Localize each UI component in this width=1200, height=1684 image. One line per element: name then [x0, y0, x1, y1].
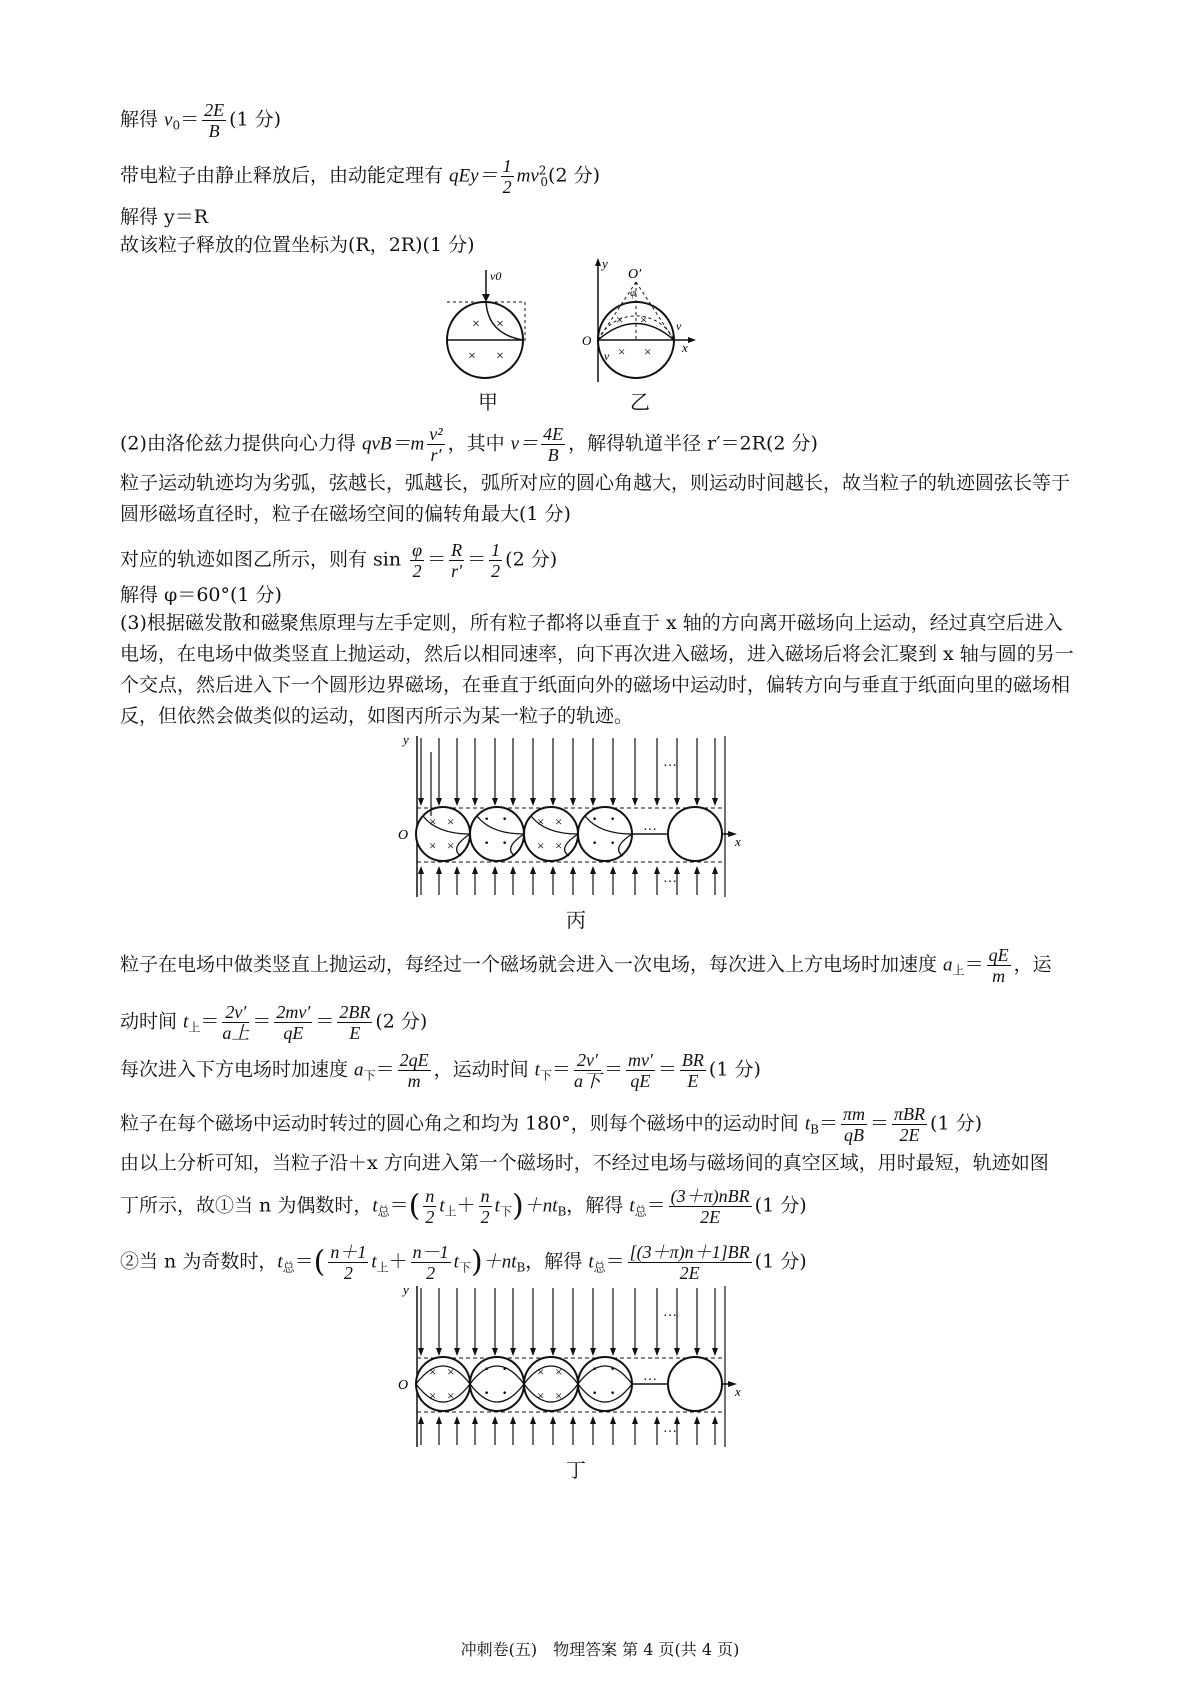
denominator: m — [992, 966, 1006, 986]
equation: v＝ — [510, 433, 539, 455]
numerator: qE — [988, 945, 1009, 965]
field-into-mark: × — [429, 1388, 437, 1403]
field-out-mark: · — [501, 830, 509, 855]
subscript: B — [557, 1204, 567, 1219]
arrow-down — [590, 798, 596, 806]
denominator: qB — [844, 1125, 864, 1145]
line-sin: 对应的轨迹如图乙所示，则有 sin $\frac{\varphi}{2}$ ＝ $\frac{R}{r'}$ ＝ $\frac{1}{2}$ (2 分) — [120, 540, 558, 581]
denominator: E — [687, 1071, 699, 1091]
field-into-mark: × — [555, 814, 563, 829]
field-out-mark: · — [501, 1380, 509, 1405]
arrow-down — [570, 1348, 576, 1356]
score: (1 分) — [708, 1058, 761, 1081]
field-into-mark: × — [537, 814, 545, 829]
numerator: n＋1 — [330, 1242, 367, 1262]
figure-yi — [578, 252, 708, 387]
arrow-down — [418, 798, 424, 806]
arrow-up — [492, 1416, 498, 1424]
field-out-mark: · — [609, 1356, 617, 1381]
label-x: x — [735, 834, 741, 849]
fraction — [274, 1002, 312, 1043]
arrow-down — [454, 798, 460, 806]
arrow-down — [454, 1348, 460, 1356]
label-phi: φ — [630, 287, 637, 299]
var-t: t — [183, 1011, 189, 1033]
numerator: BR — [681, 1050, 704, 1070]
text: 每次进入下方电场时加速度 — [120, 1058, 355, 1081]
arrow-down — [632, 1348, 638, 1356]
arrow-down — [492, 1348, 498, 1356]
magnetic-field-circle — [578, 1357, 632, 1411]
var-t: t — [372, 1195, 378, 1217]
svg-text:×: × — [616, 312, 624, 327]
arrow-up — [712, 1416, 718, 1424]
numerator: 2BR — [339, 1002, 371, 1022]
text: 粒子在电场中做类竖直上抛运动，每经过一个磁场就会进入一次电场，每次进入上方电场时加速度 — [120, 953, 944, 976]
arrow-up — [610, 866, 616, 874]
field-into-mark: × — [537, 1388, 545, 1403]
fraction — [423, 1186, 436, 1227]
subscript: 0 — [172, 118, 181, 133]
numerator: [(3＋π)n＋1]BR — [629, 1242, 750, 1262]
numerator: 1 — [502, 156, 512, 176]
field-into-mark: × — [555, 1388, 563, 1403]
arrow-up — [590, 866, 596, 874]
arrow-up — [694, 866, 700, 874]
superscript: 2 — [538, 163, 547, 178]
page-footer: 冲刺卷(五) 物理答案 第 4 页(共 4 页) — [460, 1640, 740, 1659]
paragraph-part3: (3)根据磁发散和磁聚焦原理与左手定则，所有粒子都将以垂直于 x 轴的方向离开磁场向上运动，经过真空后进入电场，在电场中做类竖直上抛运动，然后以相同速率，向下再次进入磁场，进入磁场后将会汇聚到 x 轴与圆的另一个交点，然后进入下一个圆形边界磁场，在垂直于纸面向外的磁场中运动时，偏转方向与垂直于纸面向里的磁场相反，但依然会做类似的运动，如图丙所示为某一粒子的轨迹。 — [120, 612, 1074, 727]
arrow-down — [610, 798, 616, 806]
numerator: φ — [412, 540, 423, 560]
numerator: πBR — [894, 1104, 926, 1124]
label-x: x — [682, 340, 688, 355]
arrow-up — [436, 1416, 442, 1424]
fraction — [680, 1050, 706, 1091]
arrow-down — [674, 798, 680, 806]
denominator: E — [349, 1023, 361, 1043]
arrow-down — [472, 1348, 478, 1356]
arrow-up — [418, 866, 424, 874]
fraction — [841, 1104, 867, 1145]
ellipsis: … — [663, 755, 677, 770]
text: (2)由洛伦兹力提供向心力得 — [120, 432, 362, 455]
subscript: 0 — [540, 174, 549, 189]
numerator: mv′ — [627, 1050, 653, 1070]
field-into-mark: × — [537, 1364, 545, 1379]
fraction — [411, 1242, 451, 1283]
var-t: t — [804, 1113, 811, 1135]
line-energy-theorem — [120, 156, 600, 197]
magnetic-field-circle — [668, 807, 722, 861]
label-x: x — [735, 1384, 741, 1399]
subscript: 下 — [363, 1068, 376, 1083]
fraction — [574, 1050, 601, 1091]
svg-text:×: × — [496, 349, 504, 364]
text: ，运动时间 — [433, 1058, 535, 1081]
arrow-up — [570, 1416, 576, 1424]
text: 丁所示，故①当 n 为偶数时， — [120, 1194, 373, 1217]
field-into-mark: × — [447, 814, 455, 829]
var-t: t — [534, 1059, 540, 1081]
score: (1 分) — [229, 108, 282, 131]
label-o-prime: O′ — [628, 267, 642, 282]
numerator: 2v′ — [222, 1002, 249, 1023]
denominator: m — [407, 1071, 421, 1091]
numerator: 4E — [543, 424, 564, 444]
equals: ＝ — [180, 108, 200, 131]
fraction — [987, 945, 1011, 986]
arrow-up — [610, 1416, 616, 1424]
denominator: 2 — [343, 1263, 353, 1283]
arrow-down — [510, 798, 516, 806]
fraction — [427, 424, 444, 465]
label-origin: O — [398, 1378, 409, 1393]
arrow-down — [712, 798, 718, 806]
ellipsis: … — [663, 871, 677, 886]
arrow-down — [570, 798, 576, 806]
denominator: a下 — [573, 1071, 601, 1091]
arrow-down — [510, 1348, 516, 1356]
denominator: qE — [283, 1023, 304, 1043]
denominator: 2 — [480, 1207, 490, 1227]
ellipsis: … — [643, 819, 657, 834]
numerator: 2qE — [399, 1050, 429, 1070]
numerator: 2mv′ — [276, 1002, 311, 1022]
subscript: 上 — [188, 1020, 201, 1035]
svg-text:×: × — [644, 344, 652, 359]
score: (2 分) — [548, 164, 600, 187]
subscript: B — [810, 1122, 819, 1137]
score: (1 分) — [754, 1194, 807, 1217]
arrow-up — [472, 866, 478, 874]
figure-bing — [395, 732, 755, 902]
label-v: v — [676, 319, 682, 333]
label-y: y — [602, 256, 608, 271]
score: (2 分) — [375, 1010, 428, 1033]
fraction — [410, 540, 424, 581]
arrow-up — [510, 866, 516, 874]
paragraph-arc: 粒子运动轨迹均为劣弧，弦越长，弧越长，弧所对应的圆心角越大，则运动时间越长，故当粒子的轨迹圆弦长等于圆形磁场直径时，粒子在磁场空间的偏转角最大(1 分) — [120, 472, 1071, 525]
numerator: n－1 — [412, 1242, 449, 1262]
caption-yi: 乙 — [630, 390, 650, 414]
arrow-down — [436, 798, 442, 806]
score: (1 分) — [930, 1112, 983, 1135]
arrow-up — [654, 866, 660, 874]
equation: mv — [516, 165, 539, 187]
field-out-mark: · — [483, 806, 491, 831]
text: ，运 — [1013, 953, 1052, 976]
field-into-mark: × — [447, 1388, 455, 1403]
numerator: n — [425, 1186, 435, 1206]
numerator: 1 — [491, 540, 501, 560]
label-origin: O — [398, 828, 409, 843]
numerator: (3＋π)nBR — [670, 1186, 750, 1206]
denominator: r′ — [430, 445, 442, 465]
arrow-up — [654, 1416, 660, 1424]
ellipsis: … — [643, 1369, 657, 1384]
line-accel-up: 粒子在电场中做类竖直上抛运动，每经过一个磁场就会进入一次电场，每次进入上方电场时加速度 $a_上=$ $\frac{qE}{m}$ ，运 — [120, 945, 1052, 986]
arrow-up — [454, 1416, 460, 1424]
line-accel-down: 每次进入下方电场时加速度 $a_下=$ $\frac{2qE}{m}$ ，运动时间 $t_下=$ $\frac{2v'}{\text{a下}}$ ＝ $\frac{mv'}{qE}$ ＝ $\frac{BR}{E}$ (1 分) — [120, 1050, 761, 1091]
arrow-down — [694, 1348, 700, 1356]
text: 动时间 — [120, 1010, 184, 1033]
arrow-down — [632, 798, 638, 806]
denominator: 2 — [412, 561, 422, 581]
field-into-mark: × — [555, 1364, 563, 1379]
label-v: v — [604, 349, 610, 363]
arrow-up — [472, 1416, 478, 1424]
ellipsis: … — [663, 1421, 677, 1436]
equation: qvB＝m — [361, 433, 425, 455]
arrow-up — [530, 1416, 536, 1424]
arrow-up — [632, 866, 638, 874]
denominator: 2E — [700, 1207, 721, 1227]
arrow-down — [712, 1348, 718, 1356]
arrow-up — [632, 1416, 638, 1424]
numerator: πm — [842, 1104, 866, 1124]
text: ②当 n 为奇数时， — [120, 1250, 278, 1273]
arrow-down — [654, 798, 660, 806]
denominator: qE — [630, 1071, 651, 1091]
arrow-up — [510, 1416, 516, 1424]
equation: qEy＝ — [449, 165, 498, 187]
arrow-up — [436, 866, 442, 874]
arrow-down — [694, 798, 700, 806]
denominator: B — [208, 121, 220, 141]
arrow-down — [654, 1348, 660, 1356]
line-lorentz — [120, 424, 818, 465]
field-into-mark: × — [429, 814, 437, 829]
fraction — [892, 1104, 927, 1145]
line-solve-v0 — [120, 100, 281, 141]
numerator: n — [480, 1186, 490, 1206]
field-into-mark: × — [537, 838, 545, 853]
field-out-mark: · — [591, 806, 599, 831]
fraction — [328, 1242, 368, 1283]
label-y: y — [403, 1282, 409, 1297]
field-out-mark: · — [501, 1356, 509, 1381]
arrow-up — [454, 866, 460, 874]
figure-ding — [395, 1282, 755, 1452]
denominator: r′ — [451, 561, 463, 581]
text: 解得 — [120, 108, 165, 131]
fraction — [628, 1242, 752, 1283]
arrow-down — [550, 1348, 556, 1356]
denominator: 2 — [502, 177, 512, 197]
caption-jia: 甲 — [478, 390, 498, 414]
magnetic-field-circle — [416, 1357, 470, 1411]
denominator: 2E — [899, 1125, 920, 1145]
arrow-up — [550, 866, 556, 874]
caption-ding: 丁 — [566, 1458, 586, 1482]
svg-text:×: × — [468, 349, 476, 364]
fraction — [222, 1002, 249, 1043]
label-y: y — [403, 732, 409, 747]
magnetic-field-circle — [470, 1357, 524, 1411]
denominator: 2 — [426, 1263, 436, 1283]
arrow-down — [610, 1348, 616, 1356]
line-solve-y: 解得 y＝R — [120, 206, 209, 228]
line-time-up: 动时间 $t_上=$ $\frac{2v'}{\text{a上}}$ ＝ $\frac{2mv'}{qE}$ ＝ $\frac{2BR}{E}$ (2 分) — [120, 1002, 428, 1043]
figure-jia — [440, 262, 550, 382]
field-out-mark: · — [501, 806, 509, 831]
arrow-down — [436, 1348, 442, 1356]
field-into-mark: × — [429, 1364, 437, 1379]
svg-text:×: × — [472, 317, 480, 332]
arrow-up — [712, 866, 718, 874]
field-out-mark: · — [483, 830, 491, 855]
fraction — [479, 1186, 492, 1227]
subscript: 总 — [377, 1204, 390, 1219]
field-out-mark: · — [483, 1380, 491, 1405]
arrow-down — [418, 1348, 424, 1356]
text: 粒子在每个磁场中运动时转过的圆心角之和均为 180°，则每个磁场中的运动时间 — [120, 1112, 805, 1135]
arrow-up — [570, 866, 576, 874]
fraction — [541, 424, 565, 465]
fraction — [626, 1050, 655, 1091]
numerator: v² — [429, 424, 443, 444]
arrow-up — [530, 866, 536, 874]
svg-text:×: × — [496, 317, 504, 332]
arrow-up — [694, 1416, 700, 1424]
equation: ＋nt — [523, 1195, 558, 1217]
svg-text:×: × — [618, 344, 626, 359]
field-out-mark: · — [591, 830, 599, 855]
line-time-b: 粒子在每个磁场中运动时转过的圆心角之和均为 180°，则每个磁场中的运动时间 $t_B=$ $\frac{\pi m}{qB}$ ＝ $\frac{\text{πBR}}{2E}$ (1 分) — [120, 1104, 983, 1145]
field-into-mark: × — [429, 838, 437, 853]
arrow-up — [550, 1416, 556, 1424]
var-a: a — [943, 954, 953, 976]
arrow-down — [492, 798, 498, 806]
arrow-up — [492, 866, 498, 874]
line-analysis: 由以上分析可知，当粒子沿＋x 方向进入第一个磁场时，不经过电场与磁场间的真空区域，用时最短，轨迹如图 — [120, 1152, 1049, 1174]
magnetic-field-circle — [668, 1357, 722, 1411]
var-a: a — [354, 1059, 364, 1081]
line-position: 故该粒子释放的位置坐标为(R，2R)(1 分) — [120, 234, 475, 256]
arrow-down — [550, 798, 556, 806]
arrow-down — [530, 798, 536, 806]
arrow-down — [530, 1348, 536, 1356]
text: ，解得 — [566, 1194, 630, 1217]
subscript: 上 — [952, 963, 965, 978]
fraction — [669, 1186, 752, 1227]
denominator: 2 — [425, 1207, 435, 1227]
denominator: 2 — [491, 561, 501, 581]
denominator: a上 — [222, 1023, 250, 1043]
arrow-up — [418, 1416, 424, 1424]
field-out-mark: · — [609, 830, 617, 855]
caption-bing: 丙 — [566, 908, 586, 932]
numerator: 2v′ — [574, 1050, 601, 1071]
text: ，其中 — [447, 432, 511, 455]
arrow-up — [590, 1416, 596, 1424]
field-out-mark: · — [609, 806, 617, 831]
text: ，解得轨道半径 r′＝2R(2 分) — [568, 432, 818, 455]
denominator: B — [547, 445, 559, 465]
score: (2 分) — [505, 548, 558, 571]
field-out-mark: · — [609, 1380, 617, 1405]
score: (1 分) — [754, 1250, 807, 1273]
line-odd-case: ②当 n 为奇数时，$t_总=$( $\frac{n+1}{2}$ $t_上+$ $\frac{n-1}{2}$ $t_下)+nt_B$，解得 $t_总=$ $\frac{[(3+\pi)n+1]BR}{2E}$ (1 分) — [120, 1242, 807, 1283]
field-into-mark: × — [555, 838, 563, 853]
magnetic-field-circle — [524, 1357, 578, 1411]
denominator: 2E — [679, 1263, 700, 1283]
line-even-case: 丁所示，故①当 n 为偶数时，$t_总=$( $\frac{n}{2}$ $t_上+$ $\frac{n}{2}$ $t_下)+nt_B$，解得 $t_总=$ $\frac{\text{(3＋π)nBR}}{2E}$ (1 分) — [120, 1186, 807, 1227]
fraction — [501, 156, 514, 197]
fraction — [489, 540, 502, 581]
label-origin: O — [582, 333, 592, 348]
fraction — [202, 100, 226, 141]
numerator: R — [451, 540, 463, 560]
svg-text:×: × — [640, 312, 648, 327]
arrow-down — [674, 1348, 680, 1356]
line-solve-phi: 解得 φ＝60°(1 分) — [120, 584, 282, 606]
label-v0: v0 — [490, 269, 502, 283]
text: 带电粒子由静止释放后，由动能定理有 — [120, 164, 450, 187]
arrow-down — [590, 1348, 596, 1356]
field-out-mark: · — [483, 1356, 491, 1381]
fraction — [449, 540, 464, 581]
fraction — [398, 1050, 431, 1091]
text: 对应的轨迹如图乙所示，则有 sin — [120, 548, 408, 571]
field-out-mark: · — [591, 1356, 599, 1381]
fraction — [337, 1002, 372, 1043]
numerator: 2E — [204, 100, 225, 120]
field-out-mark: · — [591, 1380, 599, 1405]
field-into-mark: × — [447, 838, 455, 853]
arrow-down — [472, 798, 478, 806]
field-into-mark: × — [447, 1364, 455, 1379]
var-v: v — [164, 109, 173, 131]
subscript: 下 — [539, 1068, 552, 1083]
ellipsis: … — [663, 1305, 677, 1320]
